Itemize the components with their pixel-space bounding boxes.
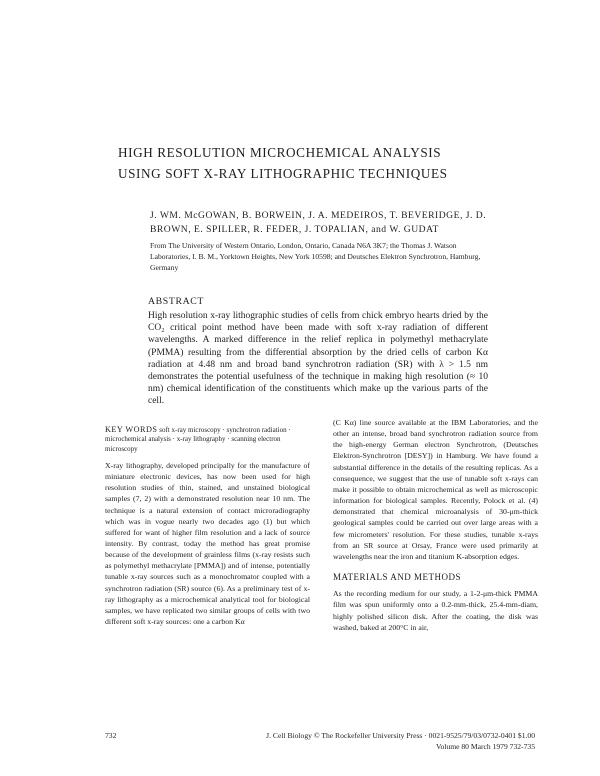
author-list: J. WM. McGOWAN, B. BORWEIN, J. A. MEDEIROS, T. BEVERIDGE, J. D. BROWN, E. SPILLER, R. FEDER, J. TOPALIAN, and W. GUDAT — [150, 210, 487, 235]
abstract-heading: ABSTRACT — [148, 296, 204, 307]
methods-paragraph: As the recording medium for our study, a 1-2-μm-thick PMMA film was spun uniformly onto a 0.2-mm-thick, 25.4-mm-diam, highly polished silicon disk. After the coating, the disk was washed, baked at 200°C in air, — [333, 589, 538, 632]
journal-citation: J. Cell Biology © The Rockefeller University Press · 0021-9525/79/03/0732-0401 $1.00 — [266, 731, 535, 740]
page-number: 732 — [105, 731, 117, 740]
paper-title — [118, 142, 538, 184]
left-column — [105, 425, 310, 627]
title-line-1: HIGH RESOLUTION MICROCHEMICAL ANALYSIS — [118, 145, 442, 160]
intro-paragraph-continued: (C Kα) line source available at the IBM Laboratories, and the other an intense, broad band synchrotron radiation source from the high-energy German electron Synchrotron, (Deutsches Elektron-Synchrotron [DESY]) in Hamburg. We have found a substantial difference in the details of the resulting replicas. As a consequence, we suggest that the use of tunable soft x-rays can make it possible to obtain microchemical as well as microscopic information for biological samples. Recently, Polock et al. (4) demonstrated that chemical microanalysis of 30-μm-thick geological samples could be carried out over large areas with a few micrometers' resolution. For these studies, tunable x-rays from an SR source at Orsay, France were used primarily at wavelengths near the iron and titanium K-absorption edges. — [333, 418, 538, 561]
abstract-text: High resolution x-ray lithographic studies of cells from chick embryo hearts dried by the CO₂ critical point method have been made with soft x-ray radiation of different wavelengths. A marked difference in the relief replica in polymethyl methacrylate (PMMA) resulting from the differential absorption by the dried cells of carbon Kα radiation at 4.48 nm and broad band synchrotron radiation (SR) with λ > 1.5 nm demonstrates the potential usefulness of the technique in making high resolution (≈ 10 nm) chemical identification of the constituents which make up the various parts of the cell. — [148, 311, 488, 407]
title-line-2: USING SOFT X-RAY LITHOGRAPHIC TECHNIQUES — [118, 166, 448, 181]
affiliations: From The University of Western Ontario, London, Ontario, Canada N6A 3K7; the Thomas J. Watson Laboratories, I. B. M., Yorktown Heights, New York 10598; and Deutsches Elektron Synchrotron, Hamburg, Germany — [150, 241, 481, 273]
methods-heading: MATERIALS AND METHODS — [333, 572, 462, 583]
key-words — [105, 425, 310, 454]
right-column — [333, 417, 538, 633]
key-words-text: soft x-ray microscopy · synchrotron radiation · microchemical analysis · x-ray lithography · scanning electron microscopy — [105, 426, 291, 453]
key-words-label: KEY WORDS — [105, 425, 158, 434]
intro-paragraph: X-ray lithography, developed principally for the manufacture of miniature electronic devices, has now been used for high resolution studies of thin, stained, and unstained biological samples (7, 2) with a demonstrated resolution near 10 nm. The technique is a natural extension of contact microradiography which was in vogue nearly two decades ago (1) but which suffered for want of higher film resolution and a lack of source intensity. By contrast, today the method has great promise because of the development of grainless films (x-ray resists such as polymethyl methacrylate [PMMA]) and of intense, potentially tunable x-ray sources such as a monochromator coupled with a synchrotron radiation (SR) source (6). As a preliminary test of x-ray lithography as a microchemical analytical tool for biological samples, we have replicated two similar groups of cells with two different soft x-ray sources: one a carbon Kα — [105, 460, 310, 627]
volume-info: Volume 80 March 1979 732-735 — [436, 742, 535, 751]
